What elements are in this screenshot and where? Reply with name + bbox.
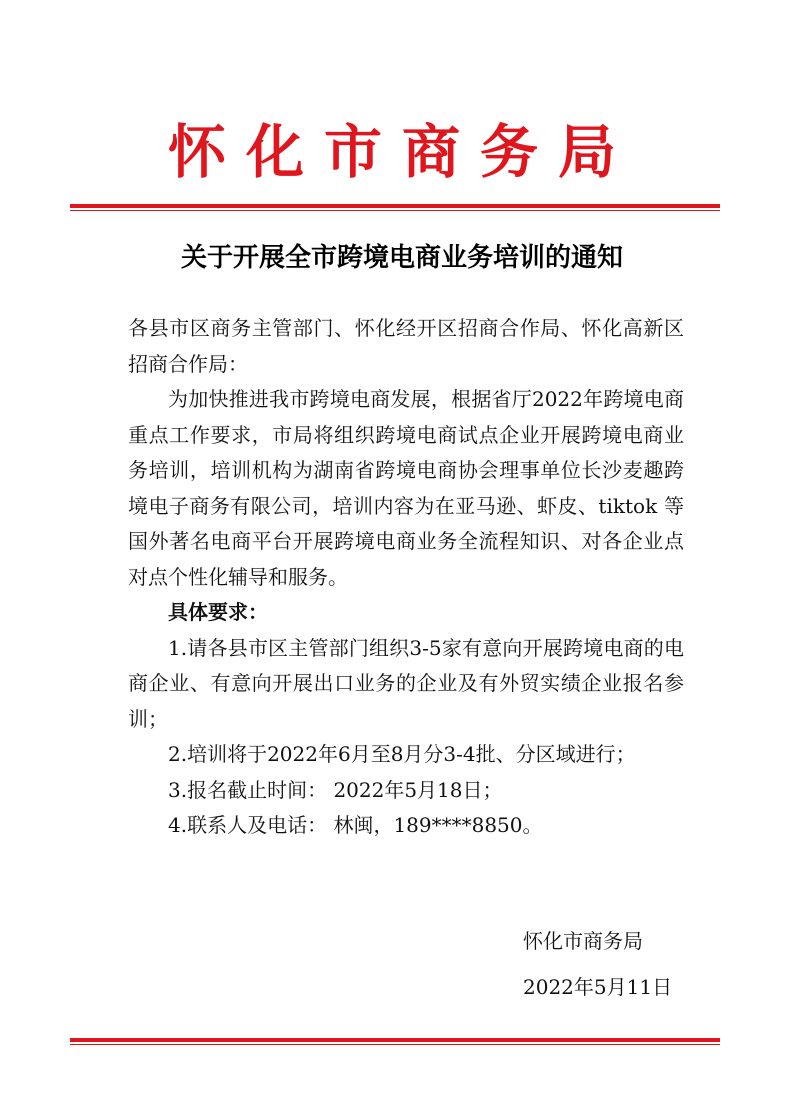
divider-thin-line	[70, 210, 720, 211]
signature-date: 2022年5月11日	[523, 975, 673, 999]
requirements-heading: 具体要求：	[168, 600, 268, 624]
notice-intro-paragraph: 为加快推进我市跨境电商发展，根据省厅2022年跨境电商重点工作要求，市局将组织跨境电商试点企业开展跨境电商业务培训，培训机构为湖南省跨境电商协会理事单位长沙麦趣跨境电子商务有限公司，培训内容为在亚马逊、虾皮、tiktok 等国外著名电商平台开展跨境电商业务全流程知识、对各企业点对点个性化辅导和服务。	[128, 387, 684, 589]
notice-title: 关于开展全市跨境电商业务培训的通知	[180, 243, 623, 273]
letterhead-divider-top	[70, 204, 720, 211]
notice-body	[128, 311, 684, 844]
requirement-item-1: 1.请各县市区主管部门组织3-5家有意向开展跨境电商的电商企业、有意向开展出口业务的企业及有外贸实绩企业报名参训；	[128, 635, 684, 731]
letterhead-divider-bottom	[70, 1038, 720, 1045]
signature-organization: 怀化市商务局	[523, 929, 643, 953]
divider-thin-line	[70, 1044, 720, 1045]
requirement-item-2: 2.培训将于2022年6月至8月分3-4批、分区域进行；	[168, 742, 636, 766]
requirement-item-3: 3.报名截止时间： 2022年5月18日；	[168, 777, 503, 802]
agency-letterhead-title: 怀化市商务局	[167, 118, 636, 186]
requirement-item-4: 4.联系人及电话： 林闽，189****8850。	[168, 813, 543, 837]
divider-thick-line	[70, 1038, 720, 1042]
divider-thick-line	[70, 204, 720, 208]
notice-recipients: 各县市区商务主管部门、怀化经开区招商合作局、怀化高新区招商合作局：	[128, 316, 684, 376]
